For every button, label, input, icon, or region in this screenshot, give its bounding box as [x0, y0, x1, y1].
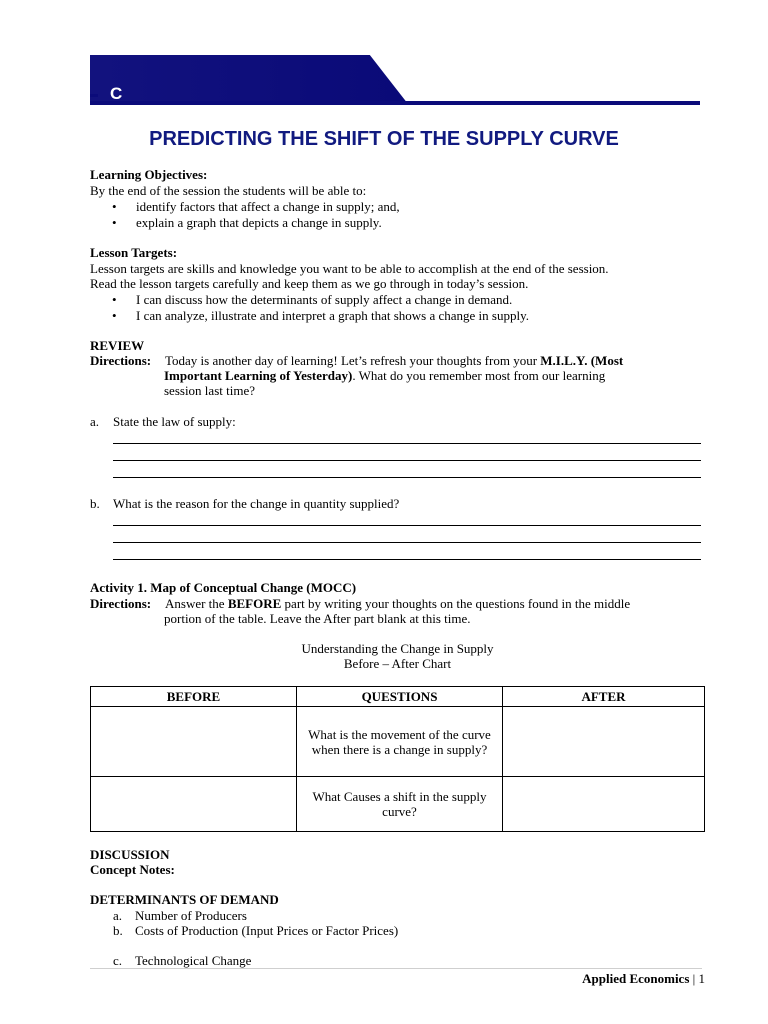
banner-tick — [90, 94, 98, 97]
list-item: c. Technological Change — [113, 953, 252, 968]
activity-directions: Directions: — [90, 596, 152, 611]
objective-item: • identify factors that affect a change in supply; and, — [112, 199, 400, 214]
objective-item: • explain a graph that depicts a change in supply. — [112, 215, 382, 230]
target-item: • I can analyze, illustrate and interpret a graph that shows a change in supply. — [112, 308, 529, 323]
answer-line[interactable] — [113, 460, 701, 461]
question-a: a. State the law of supply: — [90, 414, 236, 429]
objectives-heading: Learning Objectives: — [90, 167, 208, 182]
table-row — [91, 777, 705, 832]
answer-line[interactable] — [113, 559, 701, 560]
answer-line[interactable] — [113, 542, 701, 543]
review-directions-line3: session last time? — [164, 383, 255, 398]
activity-heading: Activity 1. Map of Conceptual Change (MOCC) — [90, 580, 357, 595]
table-row — [91, 707, 705, 777]
activity-directions-line2: portion of the table. Leave the After part blank at this time. — [164, 611, 471, 626]
discussion-heading: DISCUSSION — [90, 847, 170, 862]
col-questions: QUESTIONS — [297, 687, 503, 707]
before-after-table — [90, 686, 705, 832]
table-header-row — [91, 687, 705, 707]
footer-rule — [90, 968, 702, 969]
determinants-heading: DETERMINANTS OF DEMAND — [90, 892, 279, 907]
objectives-intro: By the end of the session the students will be able to: — [90, 183, 367, 198]
list-item: a. Number of Producers — [113, 908, 247, 923]
targets-heading: Lesson Targets: — [90, 245, 178, 260]
review-directions-line1: Today is another day of learning! Let’s refresh your thoughts from your M.I.L.Y. (Most — [165, 353, 624, 368]
answer-line[interactable] — [113, 443, 701, 444]
answer-line[interactable] — [113, 477, 701, 478]
question-cell: What Causes a shift in the supply curve? — [297, 777, 503, 832]
list-item: b. Costs of Production (Input Prices or Factor Prices) — [113, 923, 399, 938]
after-cell[interactable] — [503, 777, 705, 832]
question-cell: What is the movement of the curve when there is a change in supply? — [297, 707, 503, 777]
concept-notes-heading: Concept Notes: — [90, 862, 175, 877]
after-cell[interactable] — [503, 707, 705, 777]
target-item: • I can discuss how the determinants of supply affect a change in demand. — [112, 292, 513, 307]
review-directions-line2: Important Learning of Yesterday). What do you remember most from our learning — [164, 368, 606, 383]
before-cell[interactable] — [91, 707, 297, 777]
col-after: AFTER — [503, 687, 705, 707]
targets-text-2: Read the lesson targets carefully and keep them as we go through in today’s session. — [90, 276, 529, 291]
footer-separator: | — [692, 971, 696, 986]
review-heading: REVIEW — [90, 338, 145, 353]
targets-text-1: Lesson targets are skills and knowledge you want to be able to accomplish at the end of the session. — [90, 261, 609, 276]
footer-subject: Applied Economics — [582, 971, 690, 986]
page-title: PREDICTING THE SHIFT OF THE SUPPLY CURVE — [149, 128, 619, 150]
review-directions: Directions: — [90, 353, 152, 368]
banner-rule — [90, 101, 700, 105]
page-footer — [582, 971, 705, 987]
chart-title: Understanding the Change in Supply — [301, 641, 494, 656]
activity-directions-line1: Answer the BEFORE part by writing your thoughts on the questions found in the middle — [165, 596, 631, 611]
answer-line[interactable] — [113, 525, 701, 526]
before-cell[interactable] — [91, 777, 297, 832]
page-number: 1 — [698, 971, 705, 986]
question-b: b. What is the reason for the change in quantity supplied? — [90, 496, 400, 511]
chart-subtitle: Before – After Chart — [343, 656, 452, 671]
col-before: BEFORE — [91, 687, 297, 707]
banner-letter: C — [110, 84, 123, 103]
banner-shape — [90, 55, 408, 104]
